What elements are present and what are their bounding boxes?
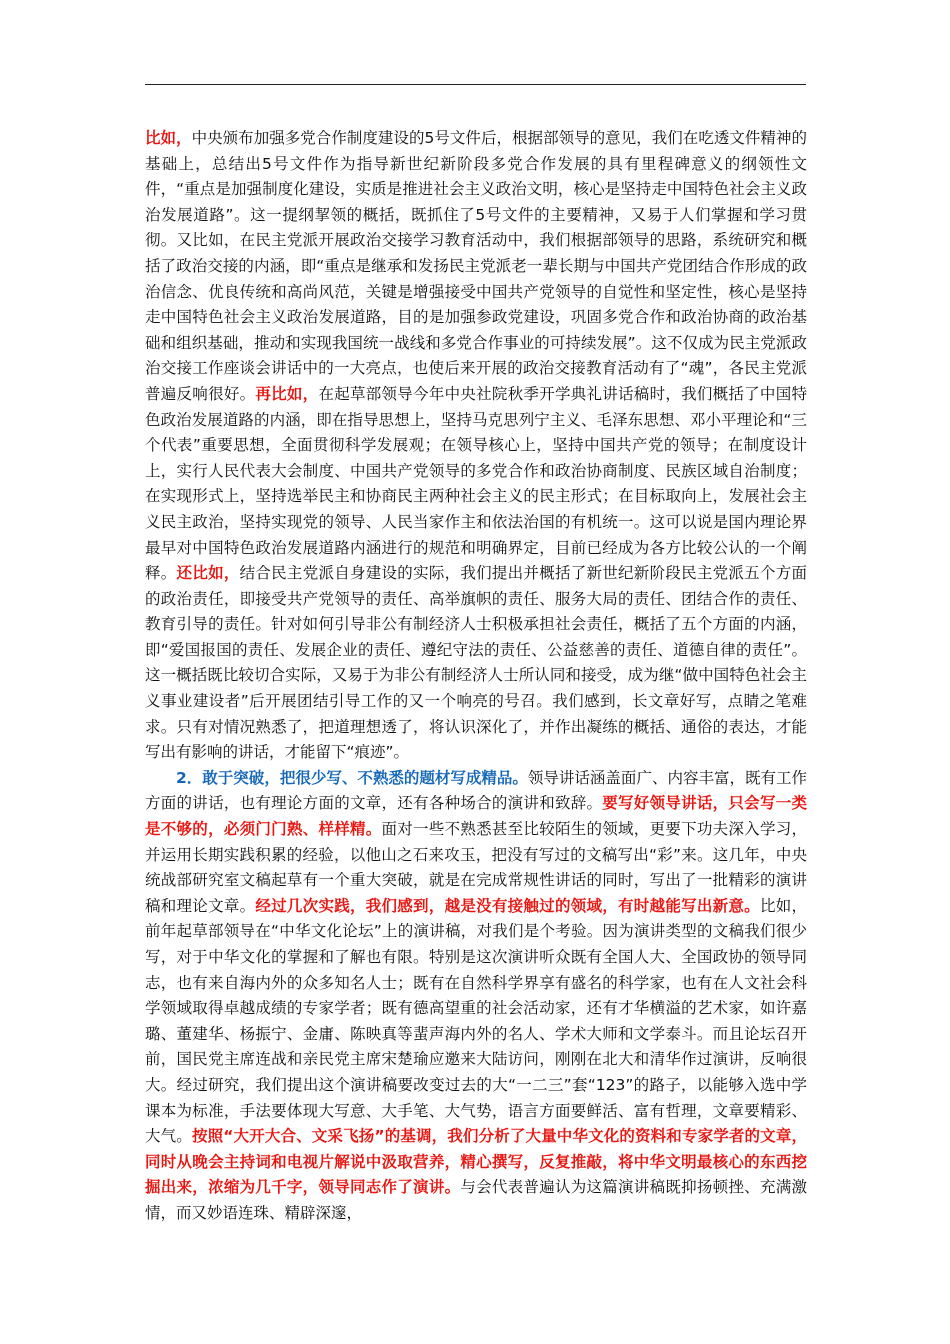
paragraph-section-2 [145, 766, 807, 1227]
text-run: 结合民主党派自身建设的实际，我们提出并概括了新世纪新阶段民主党派五个方面的政治责任，即接受共产党领导的责任、高举旗帜的责任、服务大局的责任、团结合作的责任、教育引导的责任。针对如何引导非公有制经济人士积极承担社会责任，概括了五个方面的内涵，即“爱国报国的责任、发展企业的责任、遵纪守法的责任、公益慈善的责任、道德自律的责任”。这一概括既比较切合实际，又易于为非公有制经济人士所认同和接受，成为继“做中国特色社会主义事业建设者”后开展团结引导工作的又一个响亮的号召。我们感到，长文章好写，点睛之笔难求。只有对情况熟悉了，把道理想透了，将认识深化了，并作出凝练的概括、通俗的表达，才能写出有影响的讲话，才能留下“痕迹”。 [145, 564, 807, 762]
highlight-text: 要写好领导讲话，只会写一类是不够的，必须门门熟、样样精。 [145, 794, 807, 839]
text-run: 面对一些不熟悉甚至比较陌生的领域，更要下功夫深入学习，并运用长期实践积累的经验，以他山之石来攻玉，把没有写过的文稿写出“彩”来。这几年，中央统战部研究室文稿起草有一个重大突破，就是在完成常规性讲话的同时，写出了一批精彩的演讲稿和理论文章。 [145, 820, 807, 915]
body-text [145, 126, 807, 1227]
highlight-haibiru: 还比如， [176, 564, 240, 583]
header-rule [145, 84, 806, 85]
highlight-zaibiru: 再比如， [255, 384, 319, 403]
text-run: 与会代表普遍认为这篇演讲稿既抑扬顿挫、充满激情，而又妙语连珠、精辟深邃， [145, 1178, 807, 1222]
text-run: 在起草部领导今年中央社院秋季开学典礼讲话稿时，我们概括了中国特色政治发展道路的内涵，即在指导思想上，坚持马克思列宁主义、毛泽东思想、邓小平理论和“三个代表”重要思想，全面贯彻科学发展观；在领导核心上，坚持中国共产党的领导；在制度设计上，实行人民代表大会制度、中国共产党领导的多党合作和政治协商制度、民族区域自治制度；在实现形式上，坚持选举民主和协商民主两种社会主义的民主形式；在目标取向上，发展社会主义民主政治，坚持实现党的领导、人民当家作主和依法治国的有机统一。这可以说是国内理论界最早对中国特色政治发展道路内涵进行的规范和明确界定，目前已经成为各方比较公认的一个阐释。 [145, 384, 807, 583]
section-heading: 2．敢于突破，把很少写、不熟悉的题材写成精品。 [176, 768, 528, 787]
highlight-text: 按照“大开大合、文采飞扬”的基调，我们分析了大量中华文化的资料和专家学者的文章，同时从晚会主持词和电视片解说中汲取营养，精心撰写，反复推敲，将中华文明最核心的东西挖掘出来，浓缩为几千字，领导同志作了演讲。 [145, 1127, 807, 1197]
highlight-bili: 比如， [145, 129, 192, 147]
paragraph-examples [145, 126, 807, 766]
text-run: 比如，前年起草部领导在“中华文化论坛”上的演讲稿，对我们是个考验。因为演讲类型的文稿我们很少写，对于中华文化的掌握和了解也有限。特别是这次演讲听众既有全国人大、全国政协的领导同志，也有来自海内外的众多知名人士；既有在自然科学界享有盛名的科学家，也有在人文社会科学领域取得卓越成绩的专家学者；既有德高望重的社会活动家，还有才华横溢的艺术家，如许嘉璐、董建华、杨振宁、金庸、陈映真等蜚声海内外的名人、学术大师和文学泰斗。而且论坛召开前，国民党主席连战和亲民党主席宋楚瑜应邀来大陆访问，刚刚在北大和清华作过演讲，反响很大。经过研究，我们提出这个演讲稿要改变过去的大“一二三”套“123”的路子，以能够入选中学课本为标准，手法要体现大写意、大手笔、大气势，语言方面要鲜活、富有哲理，文章要精彩、大气。 [145, 896, 807, 1146]
text-run: 领导讲话涵盖面广、内容丰富，既有工作方面的讲话，也有理论方面的文章，还有各种场合的演讲和致辞。 [145, 768, 807, 813]
text-run: 中央颁布加强多党合作制度建设的5号文件后，根据部领导的意见，我们在吃透文件精神的基础上，总结出5号文件作为指导新世纪新阶段多党合作发展的具有里程碑意义的纲领性文件，“重点是加强制度化建设，实质是推进社会主义政治文明，核心是坚持走中国特色社会主义政治发展道路”。这一提纲挈领的概括，既抓住了5号文件的主要精神，又易于人们掌握和学习贯彻。又比如，在民主党派开展政治交接学习教育活动中，我们根据部领导的思路，系统研究和概括了政治交接的内涵，即“重点是继承和发扬民主党派老一辈长期与中国共产党团结合作形成的政治信念、优良传统和高尚风范，关键是增强接受中国共产党领导的自觉性和坚定性，核心是坚持走中国特色社会主义政治发展道路，目的是加强参政党建设，巩固多党合作和政治协商的政治基础和组织基础，推动和实现我国统一战线和多党合作事业的可持续发展”。这不仅成为民主党派政治交接工作座谈会讲话中的一大亮点，也使后来开展的政治交接教育活动有了“魂”，各民主党派普遍反响很好。 [145, 129, 807, 403]
highlight-text: 经过几次实践，我们感到，越是没有接触过的领域，有时越能写出新意。 [255, 896, 760, 915]
